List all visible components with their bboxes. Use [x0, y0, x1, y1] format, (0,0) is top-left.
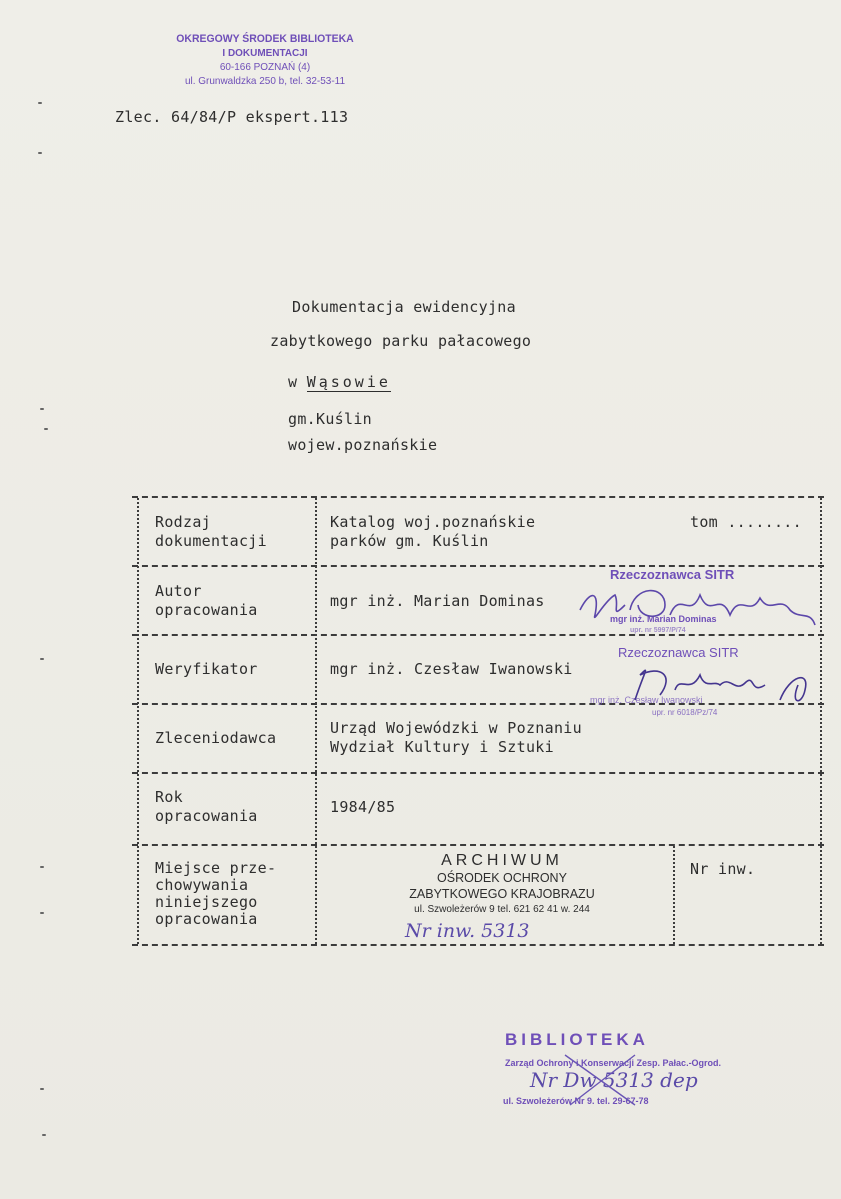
margin-mark: [40, 866, 44, 868]
row-value-client: [330, 719, 582, 757]
row-value-author: mgr inż. Marian Dominas: [330, 592, 545, 610]
value-line: Katalog woj.poznańskie: [330, 513, 536, 531]
expert-stamp-title-1: Rzeczoznawca SITR: [610, 567, 735, 582]
stamp-line-1: OKREGOWY ŚRODEK BIBLIOTEKA: [176, 33, 354, 45]
row-value-verifier: mgr inż. Czesław Iwanowski: [330, 660, 573, 678]
stamp-line-4: ul. Grunwaldzka 250 b, tel. 32-53-11: [184, 75, 346, 87]
value-line: Wydział Kultury i Sztuki: [330, 738, 554, 756]
row-value-year: 1984/85: [330, 798, 396, 816]
stamp-line-3: 60-166 POZNAŃ (4): [219, 61, 311, 73]
label-line: opracowania: [155, 807, 258, 825]
margin-mark: [44, 428, 48, 430]
margin-mark: [38, 102, 42, 104]
label-line: Rok: [155, 788, 183, 806]
label-line: Rodzaj: [155, 513, 211, 531]
table-inventory-divider: [673, 846, 675, 944]
table-rule: [132, 944, 824, 946]
title-line-2: zabytkowego parku pałacowego: [270, 332, 532, 350]
value-line: Urząd Wojewódzki w Poznaniu: [330, 719, 582, 737]
commune: gm.Kuślin: [288, 410, 372, 428]
table-right-border: [820, 498, 822, 944]
row-label-year: [155, 788, 258, 826]
stamp-line-2: I DOKUMENTACJI: [222, 47, 308, 59]
archive-stamp: [397, 852, 607, 917]
row-label-type: [155, 513, 267, 551]
library-inventory-handwriting: Nr Dw 5313 dep: [530, 1068, 698, 1092]
inventory-number-label: Nr inw.: [690, 860, 756, 878]
table-left-border: [137, 498, 139, 944]
voivodeship: wojew.poznańskie: [288, 436, 438, 454]
row-label-verifier: Weryfikator: [155, 660, 258, 678]
label-line: opracowania: [155, 910, 258, 928]
expert-stamp-reg-2: upr. nr 6018/Pz/74: [652, 708, 718, 717]
archive-line-4: ul. Szwoleżerów 9 tel. 621 62 41 w. 244: [414, 904, 590, 915]
table-rule: [132, 496, 824, 498]
table-rule: [132, 844, 824, 846]
label-line: niniejszego: [155, 893, 258, 911]
expert-stamp-reg-1: upr. nr 5997/P/74: [630, 627, 686, 634]
expert-stamp-title-2: Rzeczoznawca SITR: [618, 645, 739, 660]
row-label-location: [155, 860, 276, 928]
table-column-divider: [315, 498, 317, 944]
margin-mark: [42, 1134, 46, 1136]
margin-mark: [40, 1088, 44, 1090]
margin-mark: [38, 152, 42, 154]
library-stamp-line-2: Zarząd Ochrony i Konserwacji Zesp. Pałac.-Ogrod.: [505, 1058, 722, 1068]
archive-line-3: ZABYTKOWEGO KRAJOBRAZU: [409, 887, 595, 901]
place-prefix: w: [288, 373, 298, 391]
archive-inventory-handwriting: Nr inw. 5313: [405, 920, 530, 942]
archive-line-2: OŚRODEK OCHRONY: [437, 871, 567, 885]
expert-stamp-name-2: mgr inż. Czesław Iwanowski: [590, 695, 703, 705]
institution-stamp: [160, 32, 370, 88]
signature-iwanowski: [620, 655, 820, 710]
row-value-type: [330, 513, 535, 551]
row-label-client: Zleceniodawca: [155, 729, 277, 747]
place-line: [288, 373, 391, 391]
place-name: Wąsowie: [306, 373, 391, 391]
margin-mark: [40, 408, 44, 410]
margin-mark: [40, 658, 44, 660]
label-line: opracowania: [155, 601, 258, 619]
signature-dominas: [570, 580, 820, 635]
value-line: parków gm. Kuślin: [330, 532, 489, 550]
label-line: dokumentacji: [155, 532, 267, 550]
table-rule: [132, 772, 824, 774]
label-line: Miejsce prze-: [155, 859, 277, 877]
label-line: Autor: [155, 582, 202, 600]
archive-title: ARCHIWUM: [441, 852, 563, 869]
expert-stamp-name-1: mgr inż. Marian Dominas: [610, 614, 717, 624]
title-line-1: Dokumentacja ewidencyjna: [292, 298, 516, 316]
volume-field: tom ........: [690, 513, 802, 531]
cross-mark: [560, 1050, 640, 1110]
row-label-author: [155, 582, 258, 620]
order-reference: Zlec. 64/84/P ekspert.113: [115, 108, 349, 126]
margin-mark: [40, 912, 44, 914]
library-stamp-title: BIBLIOTEKA: [505, 1030, 649, 1049]
library-stamp-line-3: ul. Szwoleżerów Nr 9. tel. 29-67-78: [503, 1096, 649, 1106]
label-line: chowywania: [155, 876, 249, 894]
